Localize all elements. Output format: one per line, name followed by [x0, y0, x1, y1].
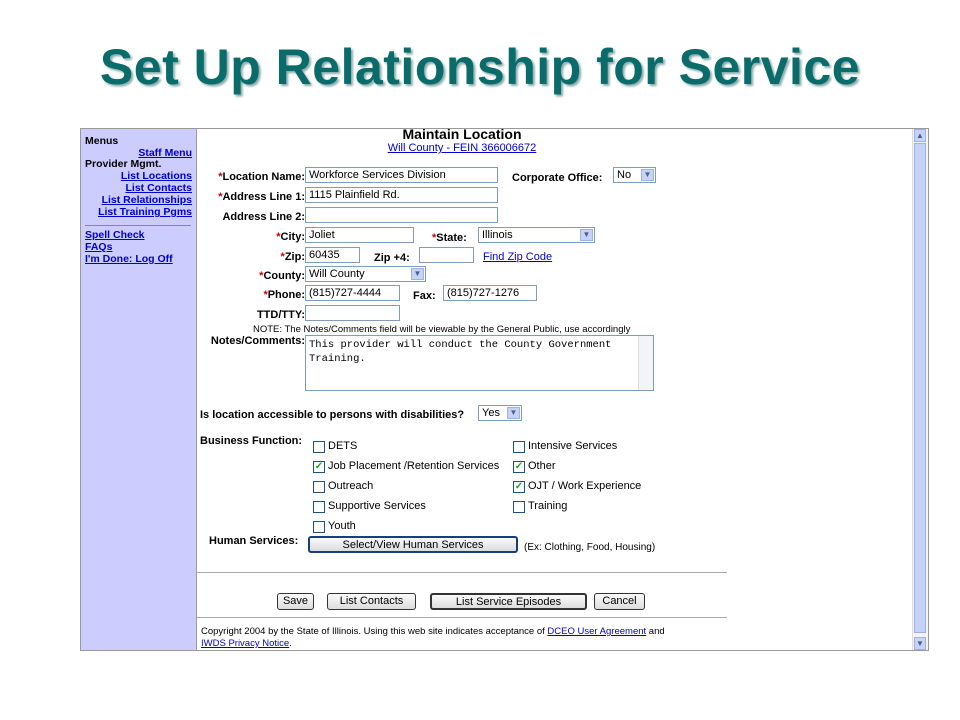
function-checkbox-label: Supportive Services — [328, 500, 426, 512]
address2-input[interactable] — [305, 207, 498, 223]
function-checkbox[interactable]: ✓ — [514, 461, 524, 472]
required-mark: * — [218, 191, 223, 203]
divider — [197, 572, 727, 573]
function-checkbox[interactable] — [313, 521, 325, 533]
and-text: and — [648, 626, 665, 637]
required-mark: * — [432, 232, 437, 244]
human-services-hint: (Ex: Clothing, Food, Housing) — [524, 542, 656, 553]
function-checkbox[interactable] — [313, 441, 325, 453]
notes-public-note: NOTE: The Notes/Comments field will be viewable by the General Public, use accordingly — [253, 324, 631, 335]
function-checkbox-label: OJT / Work Experience — [528, 480, 642, 492]
zip-input[interactable]: 60435 — [305, 247, 360, 263]
sidebar-link-log-off[interactable]: I'm Done: Log Off — [85, 253, 173, 265]
list-contacts-button[interactable]: List Contacts — [327, 593, 416, 610]
sidebar-link-list-locations[interactable]: List Locations — [120, 170, 192, 182]
main-content — [197, 129, 912, 650]
page-heading: Maintain Location — [402, 128, 522, 142]
sidebar-link-staff-menu[interactable]: Staff Menu — [138, 147, 192, 159]
period-text: . — [289, 638, 292, 649]
county-label: County: — [263, 270, 305, 282]
zip4-label: Zip +4: — [374, 252, 410, 264]
sidebar-divider — [85, 225, 191, 226]
required-mark: * — [276, 231, 281, 243]
find-zip-link[interactable]: Find Zip Code — [483, 251, 553, 263]
location-name-input[interactable]: Workforce Services Division — [305, 167, 498, 183]
phone-input[interactable]: (815)727-4444 — [305, 285, 400, 301]
sidebar-link-spell-check[interactable]: Spell Check — [85, 229, 145, 241]
city-input[interactable]: Joliet — [305, 227, 414, 243]
human-services-label: Human Services: — [209, 535, 299, 547]
accessible-select[interactable] — [478, 405, 522, 421]
copyright-text: Copyright 2004 by the State of Illinois. Using this web site indicates acceptance of — [201, 626, 545, 637]
list-service-episodes-button[interactable]: List Service Episodes — [430, 593, 587, 610]
privacy-notice-link[interactable]: IWDS Privacy Notice — [201, 638, 290, 649]
notes-value: This provider will conduct the County Government Training. — [309, 339, 612, 365]
accessible-value: Yes — [482, 407, 500, 419]
scroll-down-icon[interactable]: ▼ — [914, 637, 926, 650]
user-agreement-link[interactable]: DCEO User Agreement — [547, 626, 647, 637]
footer — [201, 626, 665, 650]
required-mark: * — [280, 251, 285, 263]
cancel-button[interactable]: Cancel — [594, 593, 645, 610]
fax-input[interactable]: (815)727-1276 — [443, 285, 537, 301]
required-mark: * — [218, 171, 223, 183]
function-checkbox-label: Outreach — [328, 480, 374, 492]
corporate-office-label: Corporate Office: — [512, 172, 603, 184]
function-checkbox[interactable]: ✓ — [314, 461, 324, 472]
sidebar-link-faqs[interactable]: FAQs — [85, 241, 113, 253]
chevron-down-icon: ▼ — [507, 407, 520, 419]
tty-input[interactable] — [305, 305, 400, 321]
function-checkbox-label: Training — [528, 500, 568, 512]
phone-label: Phone: — [267, 289, 305, 301]
business-function-label: Business Function: — [200, 435, 303, 447]
required-mark: * — [259, 270, 264, 282]
notes-textarea[interactable] — [305, 335, 654, 391]
zip-label: Zip: — [284, 251, 305, 263]
tty-label: TTD/TTY: — [256, 309, 305, 321]
browser-window — [80, 128, 929, 651]
function-checkbox-label: Job Placement /Retention Services — [328, 460, 500, 472]
location-name-label: Location Name: — [222, 171, 305, 183]
sidebar — [81, 129, 197, 650]
slide-title: Set Up Relationship for Service — [99, 39, 861, 95]
county-value: Will County — [309, 268, 365, 280]
county-select[interactable] — [305, 266, 426, 282]
required-mark: * — [263, 289, 268, 301]
function-checkbox-label: Youth — [328, 520, 356, 532]
function-checkbox-label: Intensive Services — [528, 440, 618, 452]
function-checkbox-label: Other — [528, 460, 556, 472]
divider — [197, 617, 727, 618]
state-value: Illinois — [482, 229, 513, 241]
corporate-office-value: No — [617, 169, 632, 181]
sidebar-provider-mgmt: Provider Mgmt. — [85, 158, 162, 170]
scrollbar-thumb[interactable] — [914, 143, 926, 633]
organization-link[interactable]: Will County - FEIN 366006672 — [387, 142, 537, 154]
function-checkbox[interactable] — [313, 501, 325, 513]
state-label: State: — [436, 232, 467, 244]
chevron-down-icon: ▼ — [641, 169, 654, 181]
state-select[interactable] — [478, 227, 595, 243]
sidebar-link-list-relationships[interactable]: List Relationships — [101, 194, 192, 206]
scroll-up-icon[interactable]: ▲ — [914, 129, 926, 142]
function-checkbox[interactable] — [313, 481, 325, 493]
notes-scrollbar[interactable] — [638, 336, 653, 390]
sidebar-menus-label: Menus — [85, 135, 119, 147]
select-human-services-button[interactable]: Select/View Human Services — [308, 536, 518, 553]
sidebar-link-list-training[interactable]: List Training Pgms — [98, 206, 192, 218]
chevron-down-icon: ▼ — [411, 268, 424, 280]
chevron-down-icon: ▼ — [580, 229, 593, 241]
zip4-input[interactable] — [419, 247, 474, 263]
address1-label: Address Line 1: — [222, 191, 305, 203]
function-checkbox[interactable]: ✓ — [514, 481, 524, 492]
address1-input[interactable]: 1115 Plainfield Rd. — [305, 187, 498, 203]
city-label: City: — [280, 231, 305, 243]
accessible-label: Is location accessible to persons with disabilities? — [200, 409, 465, 421]
notes-label: Notes/Comments: — [210, 335, 305, 347]
save-button[interactable]: Save — [277, 593, 314, 610]
corporate-office-select[interactable] — [613, 167, 656, 183]
page-scrollbar[interactable] — [912, 129, 928, 650]
address2-label: Address Line 2: — [222, 211, 305, 223]
function-checkbox-label: DETS — [328, 440, 358, 452]
fax-label: Fax: — [413, 290, 436, 302]
sidebar-link-list-contacts[interactable]: List Contacts — [125, 182, 192, 194]
function-checkbox[interactable] — [513, 441, 525, 453]
function-checkbox[interactable] — [513, 501, 525, 513]
